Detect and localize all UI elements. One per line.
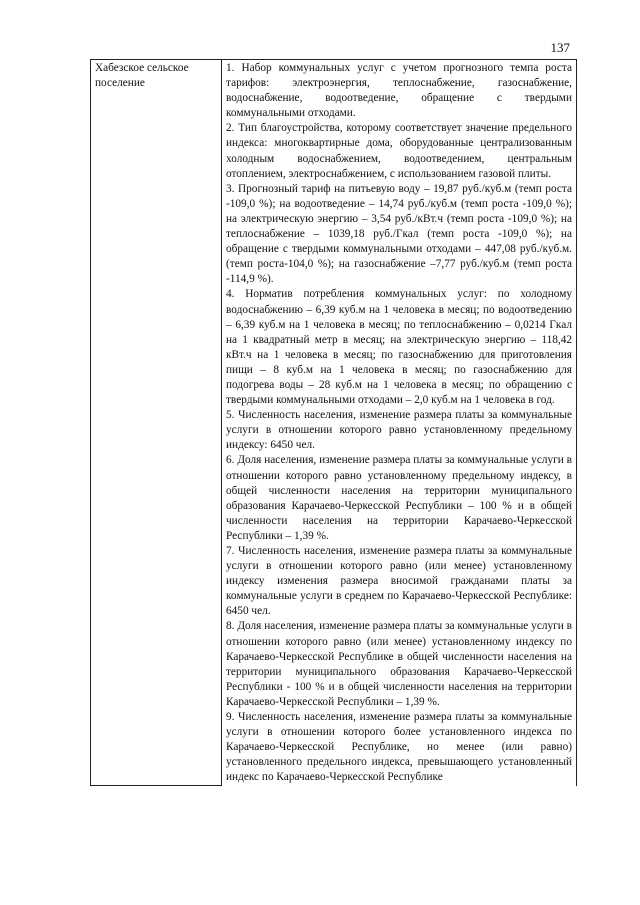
list-item-9: 9. Численность населения, изменение размера платы за коммунальные услуги в отношении которого более установленного индекса по Карачаево-Черкесской Республике, но менее (или равно) установленного предельного индекса, превышающего установленный индекс по Карачаево-Черкесской Республике [226, 711, 572, 784]
settlement-name-cell [91, 60, 222, 786]
table-row [91, 60, 577, 786]
conditions-cell [222, 60, 577, 786]
settlement-name: Хабезское сельское поселение [95, 62, 189, 90]
list-item-1: 1. Набор коммунальных услуг с учетом прогнозного темпа роста тарифов: электроэнергия, теплоснабжение, газоснабжение, водоснабжение, водоотведение, обращение с твердыми коммунальными отходами. [226, 62, 572, 120]
tariff-table [90, 59, 577, 786]
list-item-2: 2. Тип благоустройства, которому соответствует значение предельного индекса: многоквартирные дома, оборудованные централизованным холодным водоснабжением, водоотведением, центральным отоплением, электроснабжением, с использованием газовой плиты. [226, 122, 572, 180]
list-item-3: 3. Прогнозный тариф на питьевую воду – 19,87 руб./куб.м (темп роста -109,0 %); на водоотведение – 14,74 руб./куб.м (темп роста -109,0 %); на электрическую энергию – 3,54 руб./кВт.ч (темп роста -109,0 %); на теплоснабжение – 1039,18 руб./Гкал (темп роста -109,0 %); на обращение с твердыми коммунальными отходами – 447,08 руб./куб.м. (темп роста-104,0 %); на газоснабжение –7,77 руб./куб.м (темп роста -114,9 %). [226, 182, 572, 286]
list-item-6: 6. Доля населения, изменение размера платы за коммунальные услуги в отношении которого равно установленному предельному индексу, в общей численности населения на территории муниципального образования Карачаево-Черкесской Республики – 100 % и в общей численности населения на территории Карачаево-Черкесской Республики – 1,39 %. [226, 454, 572, 542]
list-item-4: 4. Норматив потребления коммунальных услуг: по холодному водоснабжению – 6,39 куб.м на 1 человека в месяц; по водоотведению – 6,39 куб.м на 1 человека в месяц; по теплоснабжению – 0,0214 Гкал на 1 квадратный метр в месяц; на электрическую энергию – 118,42 кВт.ч на 1 человека в месяц; по газоснабжению для приготовления пищи – 8 куб.м на 1 человека в месяц; по газоснабжению для подогрева воды – 28 куб.м на 1 человека в месяц; по обращению с твердыми коммунальными отходами – 2,0 куб.м на 1 человека в год. [226, 288, 572, 407]
list-item-8: 8. Доля населения, изменение размера платы за коммунальные услуги в отношении которого равно (или менее) установленному индексу по Карачаево-Черкесской Республике в общей численности населения на территории муниципального образования Карачаево-Черкесской Республики - 100 % и в общей численности населения на территории Карачаево-Черкесской Республики – 1,39 %. [226, 620, 572, 708]
list-item-5: 5. Численность населения, изменение размера платы за коммунальные услуги в отношении которого равно установленному предельному индексу: 6450 чел. [226, 409, 572, 452]
page-number: 137 [550, 40, 570, 55]
list-item-7: 7. Численность населения, изменение размера платы за коммунальные услуги в отношении которого равно (или менее) установленному индексу изменения размера вносимой гражданами платы за коммунальные услуги в среднем по Карачаево-Черкесской Республике: 6450 чел. [226, 545, 572, 618]
